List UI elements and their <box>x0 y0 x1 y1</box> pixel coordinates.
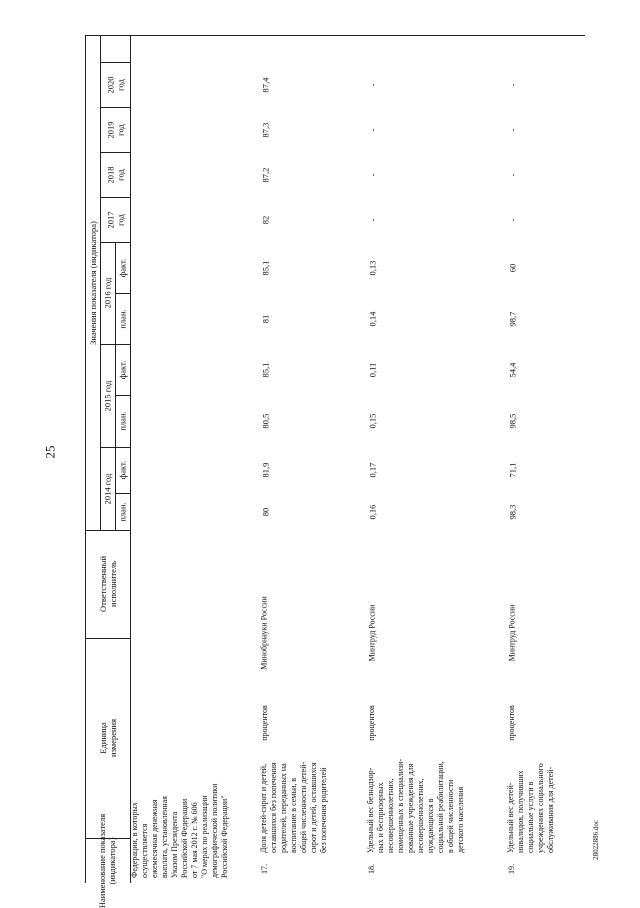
header-2015 <box>100 344 115 447</box>
row-responsible-text: Минобрнауки России <box>260 596 270 670</box>
header-2019 <box>100 107 130 152</box>
row-value-2015-fact <box>259 344 271 395</box>
row-value-text: 0,14 <box>367 311 377 326</box>
header-unit-text: Единица измерения <box>97 719 118 757</box>
indicator-table <box>85 35 585 908</box>
row-value-2019 <box>366 107 378 152</box>
row-value-2018 <box>366 152 378 197</box>
row-value-text: - <box>507 83 517 86</box>
row-value-2015-plan <box>506 395 518 447</box>
header-2014-plan <box>115 493 130 530</box>
row-value-text: - <box>367 128 377 131</box>
header-2014 <box>100 447 115 530</box>
row-value-text: 87,4 <box>260 77 270 92</box>
row-responsible-text: Минтруд России <box>367 604 376 662</box>
row-value-2018 <box>506 152 518 197</box>
row-value-2017 <box>259 197 271 242</box>
row-value-text: 98,3 <box>507 504 517 519</box>
header-2016-text: 2016 год <box>102 277 113 309</box>
row-name-text: Удельный вес детей- инвалидов, получивших социальные услуги в учреждениях социального обслуживания для детей- <box>506 763 555 853</box>
row-responsible <box>259 530 271 670</box>
row-value-2016-fact <box>506 242 518 293</box>
row-value-2020 <box>506 62 518 107</box>
row-value-2015-plan <box>259 395 271 447</box>
row-value-text: - <box>367 218 377 221</box>
header-name <box>85 813 130 908</box>
row-value-text: - <box>507 218 517 221</box>
row-responsible <box>506 530 518 662</box>
grid-line <box>85 35 585 36</box>
page-number <box>43 440 57 464</box>
row-value-2014-fact <box>366 447 378 493</box>
row-value-text: 98,7 <box>507 311 517 326</box>
row-value-text: - <box>367 173 377 176</box>
row-value-text: 82 <box>260 215 270 224</box>
header-values-group-text: Значения показателя (индикатора) <box>87 220 98 345</box>
row-unit-text: процентов <box>260 705 269 741</box>
row-name <box>506 728 566 853</box>
header-2018 <box>100 152 130 197</box>
row-value-2015-fact <box>366 344 378 395</box>
row-number-text: 18. <box>367 864 376 874</box>
row-value-text: 54,4 <box>507 362 517 377</box>
header-2020 <box>100 62 130 107</box>
header-2015-fact <box>115 344 130 395</box>
row-value-text: 0,17 <box>367 462 377 478</box>
row-value-text: - <box>507 173 517 176</box>
header-plan-text: план. <box>117 308 128 329</box>
row-number-text: 17. <box>260 864 269 874</box>
row-number <box>259 855 271 883</box>
header-2019-text: 2019 год <box>105 121 125 138</box>
row-value-text: 85,1 <box>260 260 270 275</box>
row-unit-text: процентов <box>367 705 376 741</box>
row-value-text: 98,5 <box>507 413 517 429</box>
row-value-2020 <box>259 62 271 107</box>
header-fact-text: факт. <box>117 360 128 379</box>
header-plan-text: план. <box>117 411 128 431</box>
header-responsible-text: Ответственный исполнитель <box>97 556 118 612</box>
header-2016-plan <box>115 293 130 344</box>
header-responsible <box>85 530 130 638</box>
row-value-2015-plan <box>366 395 378 447</box>
row-value-2016-fact <box>366 242 378 293</box>
row-value-2020 <box>366 62 378 107</box>
row-name <box>259 728 334 853</box>
header-fact-text: факт. <box>117 460 128 480</box>
row-number <box>506 855 518 883</box>
header-2016-fact <box>115 242 130 293</box>
row-value-text: 81,9 <box>260 462 270 478</box>
header-name-text: Наименование показателя (индикатора) <box>97 813 118 908</box>
header-2014-text: 2014 год <box>102 473 113 504</box>
row-value-2018 <box>259 152 271 197</box>
header-2017 <box>100 197 130 242</box>
page-number-text: 25 <box>42 445 57 459</box>
row-value-2014-plan <box>366 493 378 530</box>
row-value-text: 0,11 <box>367 362 377 377</box>
header-values-group <box>85 35 100 530</box>
row-value-2015-fact <box>506 344 518 395</box>
row-value-text: 81 <box>260 314 270 323</box>
continuation-text: Федерации, в которых осуществляется ежемесячная денежная выплата, установленная Указом Президента Российской Федерации от 7 мая 2012 г. № 606 "О мерах по реализации демографической политики Российской Федерации" <box>130 783 229 878</box>
row-responsible-text: Минтруд России <box>507 604 516 662</box>
row-value-text: - <box>367 83 377 86</box>
row-value-2016-plan <box>506 293 518 344</box>
header-2018-text: 2018 год <box>105 166 125 183</box>
row-responsible <box>366 530 378 662</box>
row-value-text: 60 <box>507 263 517 272</box>
row-value-text: 80,5 <box>260 413 270 429</box>
header-fact-text: факт. <box>117 258 128 277</box>
row-value-2019 <box>259 107 271 152</box>
continuation-text-cell <box>130 728 242 878</box>
row-value-text: 85,1 <box>260 362 270 377</box>
header-unit <box>85 638 130 838</box>
row-value-2014-fact <box>506 447 518 493</box>
header-2016 <box>100 242 115 344</box>
row-value-2017 <box>366 197 378 242</box>
header-2014-fact <box>115 447 130 493</box>
row-name-text: Удельный вес безнадзор- ных и беспризорных несовершеннолетних, помещенных в специализи- рованные учреждения для несовершеннолетних, нуждающихся в социальной реабилитации, в общей численности детского населения <box>366 758 465 853</box>
row-value-text: 87,2 <box>260 167 270 182</box>
row-value-text: 87,3 <box>260 122 270 137</box>
row-value-2014-fact <box>259 447 271 493</box>
row-value-2014-plan <box>259 493 271 530</box>
header-2020-text: 2020 год <box>105 76 125 93</box>
footer-file-name-text: 28022886.doc <box>592 820 601 860</box>
row-value-text: 0,13 <box>367 260 377 275</box>
row-value-text: - <box>507 128 517 131</box>
row-value-text: 0,16 <box>367 504 377 519</box>
header-2017-text: 2017 год <box>105 211 125 228</box>
row-value-2016-plan <box>259 293 271 344</box>
row-name <box>366 728 476 853</box>
row-value-text: 71,1 <box>507 462 517 478</box>
header-plan-text: план. <box>117 501 128 522</box>
row-value-2019 <box>506 107 518 152</box>
row-value-2014-plan <box>506 493 518 530</box>
row-value-text: 80 <box>260 507 270 516</box>
row-name-text: Доля детей-сирот и детей, оставшихся без попечения родителей, переданных на воспитание в семьи, в общей численности детей- сирот и детей, оставшихся без попечения родителей <box>259 761 328 853</box>
row-value-2017 <box>506 197 518 242</box>
row-number <box>366 855 378 883</box>
header-2015-text: 2015 год <box>102 380 113 411</box>
row-value-2016-fact <box>259 242 271 293</box>
header-2015-plan <box>115 395 130 447</box>
footer-file-name <box>589 780 603 900</box>
row-value-text: 0,15 <box>367 413 377 429</box>
row-value-2016-plan <box>366 293 378 344</box>
row-number-text: 19. <box>507 864 516 874</box>
row-unit-text: процентов <box>507 705 516 741</box>
